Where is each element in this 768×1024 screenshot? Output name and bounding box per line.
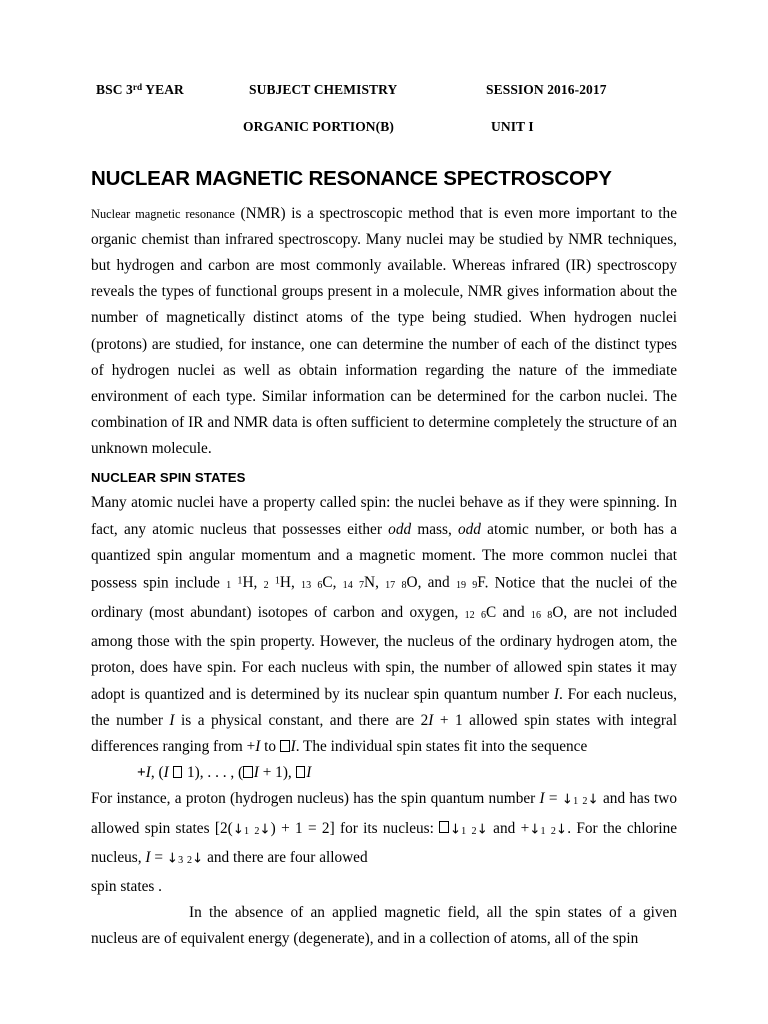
isotope-proton: 6	[480, 610, 487, 622]
isotope-symbol: O	[552, 603, 564, 621]
isotope-proton: 8	[401, 580, 407, 592]
header-subject: SUBJECT CHEMISTRY	[249, 82, 398, 97]
intro-lede: Nuclear magnetic resonance	[91, 206, 235, 221]
down-arrow-glyph: ↓	[555, 822, 568, 838]
document-content	[91, 82, 677, 953]
fraction-numerator: 1	[243, 825, 250, 837]
spin-state-sequence: +I, (I 1), . . . , ( I + 1), I	[137, 764, 312, 782]
isotope-mass: 14	[342, 580, 353, 592]
isotope-symbol: F	[477, 574, 485, 592]
course-ordinal-suffix: rd	[132, 82, 143, 93]
isotope-mass: 13	[301, 580, 312, 592]
symbol-I: I	[306, 764, 312, 782]
page-title: NUCLEAR MAGNETIC RESONANCE SPECTROSCOPY	[91, 167, 612, 190]
emphasis-odd-2: odd	[458, 520, 481, 538]
isotope-proton: 6	[317, 580, 323, 592]
section-heading-nuclear-spin-states: NUCLEAR SPIN STATES	[91, 469, 246, 485]
down-arrow-glyph: ↓	[232, 822, 244, 838]
symbol-I: I	[163, 764, 169, 782]
isotope-symbol: C	[486, 603, 497, 621]
header-session: SESSION 2016-2017	[486, 82, 607, 97]
isotope-symbol: C	[322, 574, 333, 592]
down-arrow-glyph: ↓	[476, 822, 488, 838]
header-course: BSC 3rd YEAR	[96, 82, 184, 97]
isotope-mass: 16	[530, 610, 541, 622]
down-arrow-glyph: ↓	[449, 822, 462, 838]
isotope-list-2: 12 6C and 16 8O	[464, 603, 564, 622]
symbol-I: I	[290, 738, 296, 756]
missing-glyph-box	[243, 766, 252, 778]
emphasis-odd-1: odd	[388, 520, 412, 538]
document-header	[91, 82, 677, 141]
isotope-symbol: O	[406, 574, 418, 592]
isotope-proton: 9	[472, 580, 478, 592]
header-unit: UNIT I	[491, 119, 534, 134]
spin-states-line: spin states .	[91, 878, 162, 896]
fraction-denominator: 2	[550, 825, 556, 837]
isotope-mass: 17	[385, 580, 396, 592]
fraction-denominator: 2	[186, 854, 192, 866]
isotope-proton: 1	[274, 575, 280, 587]
fraction-numerator: 1	[573, 796, 579, 808]
fraction-numerator: 1	[540, 825, 546, 837]
isotope-mass: 1	[226, 580, 232, 592]
header-row-2	[91, 119, 677, 141]
isotope-proton: 8	[547, 610, 553, 622]
missing-glyph-box	[173, 766, 182, 778]
header-portion: ORGANIC PORTION(B)	[243, 119, 394, 134]
fraction-denominator: 2	[471, 825, 477, 837]
symbol-I: I	[539, 790, 545, 808]
missing-glyph-box	[280, 740, 289, 752]
fraction-numerator: 1	[461, 825, 467, 837]
isotope-mass: 19	[455, 580, 467, 592]
symbol-I: I	[145, 848, 151, 866]
isotope-symbol: H	[279, 574, 291, 592]
intro-rest: (NMR) is a spectroscopic method that is even more important to the organic chemist than infrared spectroscopy. Many nuclei may be studied by NMR techniques, but hydrogen and carbon are most commonly available. Whereas infrared (IR) spectroscopy reveals the types of functional groups present in a molecule, NMR gives information about the number of magnetically distinct atoms of the type being studied. When hydrogen nuclei (protons) are studied, for instance, one can determine the number of each of the distinct types of hydrogen nuclei as well as obtain information regarding the nature of the immediate environment of each type. Similar information can be determined for the carbon nuclei. The combination of IR and NMR data is often sufficient to determine completely the structure of an unknown molecule.	[91, 204, 677, 458]
down-arrow-glyph: ↓	[561, 792, 574, 808]
isotope-symbol: H	[242, 574, 254, 592]
down-arrow-glyph: ↓	[587, 792, 599, 808]
symbol-I: I	[169, 711, 175, 729]
missing-glyph-box	[296, 766, 305, 778]
symbol-I: I	[255, 738, 261, 756]
spin-states-paragraph: Many atomic nuclei have a property called spin: the nuclei behave as if they were spinning. In fact, any atomic nucleus that possesses either odd mass, odd atomic number, or both has a quantized spin angular momentum and a magnetic moment. The more common nuclei that possess spin include 1 $^1$H, 2 $^1$H, 13 6C, 14 7N, 17 8O, and 19 9F. Notice that the nuclei of the ordinary (most abundant) isotopes of carbon and oxygen, 12 6C and 16 8O, are not included among those with the spin property. However, the nucleus of the ordinary hydrogen atom, the proton, does have spin. For each nucleus with spin, the number of allowed spin states it may adopt is quantized and is determined by its nuclear spin quantum number I. For each nucleus, the number I is a physical constant, and there are 2I + 1 allowed spin states with integral differences ranging from +I to I. The individual spin states fit into the sequence	[91, 494, 678, 756]
isotope-symbol: N	[364, 574, 376, 592]
isotope-mass: 2	[263, 580, 269, 592]
isotope-list: 1 $^1$H, 2 $^1$H, 13 6C, 14 7N, 17 8O, and 19 9F	[226, 574, 485, 592]
header-row-1	[91, 82, 677, 104]
down-arrow-glyph: ↓	[529, 822, 541, 838]
symbol-I: I	[428, 711, 434, 729]
closing-paragraph: In the absence of an applied magnetic field, all the spin states of a given nucleus are of equivalent energy (degenerate), and in a collection of atoms, all of the spin	[91, 904, 677, 948]
symbol-I: I	[253, 764, 259, 782]
isotope-mass: 12	[464, 610, 475, 622]
fraction-numerator: 3	[178, 854, 184, 866]
missing-glyph-box	[439, 821, 448, 833]
fraction-denominator: 2	[254, 825, 260, 837]
fraction-denominator: 2	[582, 796, 588, 808]
down-arrow-glyph: ↓	[191, 851, 204, 867]
proton-instance-paragraph: For instance, a proton (hydrogen nucleus) has the spin quantum number I = ↓1 2↓ and has two allowed spin states [2(↓1 2↓) + 1 = 2] for its nucleus: ↓1 2↓ and +↓1 2↓. For the chlorine nucleus, I = ↓3 2↓ and there are four allowed	[91, 790, 678, 867]
down-arrow-glyph: ↓	[166, 851, 179, 867]
isotope-proton: 7	[358, 580, 365, 592]
symbol-I: I	[145, 764, 151, 782]
symbol-I: I	[553, 685, 559, 703]
isotope-proton: 1	[237, 575, 243, 587]
intro-paragraph	[91, 201, 677, 463]
down-arrow-glyph: ↓	[259, 822, 271, 838]
